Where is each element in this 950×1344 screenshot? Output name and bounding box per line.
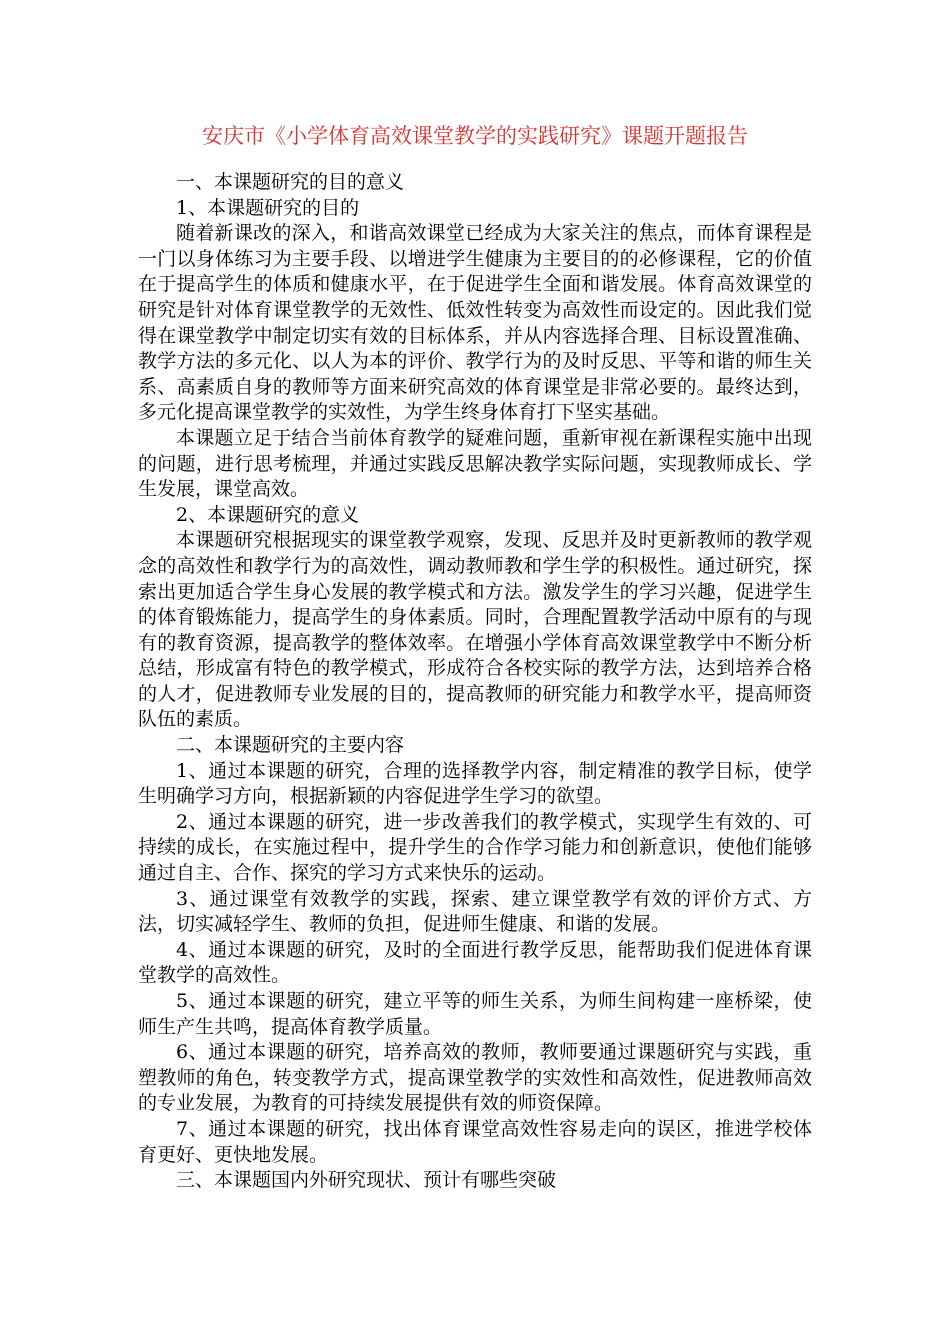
section-2-heading: 二、本课题研究的主要内容	[176, 734, 405, 757]
content-item: 1、通过本课题的研究，合理的选择教学内容，制定精准的教学目标，使学生明确学习方向，根据新颖的内容促进学生学习的欲望。	[138, 759, 812, 808]
paragraph: 本课题研究根据现实的课堂教学观察，发现、反思并及时更新教师的教学观念的高效性和教学行为的高效性，调动教师教和学生学的积极性。通过研究，探索出更加适合学生身心发展的教学模式和方法。激发学生的学习兴趣，促进学生的体育锻炼能力，提高学生的身体素质。同时，合理配置教学活动中原有的与现有的教育资源，提高教学的整体效率。在增强小学体育高效课堂教学中不断分析总结，形成富有特色的教学模式，形成符合各校实际的教学方法，达到培养合格的人才，促进教师专业发展的目的，提高教师的研究能力和教学水平，提高师资队伍的素质。	[138, 529, 812, 731]
content-item: 7、通过本课题的研究，找出体育课堂高效性容易走向的误区，推进学校体育更好、更快地发展。	[138, 1117, 812, 1166]
subsection-1-2-heading: 2、本课题研究的意义	[176, 503, 360, 526]
content-item: 4、通过本课题的研究，及时的全面进行教学反思，能帮助我们促进体育课堂教学的高效性。	[138, 938, 812, 987]
paragraph: 随着新课改的深入，和谐高效课堂已经成为大家关注的焦点，而体育课程是一门以身体练习为主要手段、以增进学生健康为主要目的的必修课程，它的价值在于提高学生的体质和健康水平，在于促进学生全面和谐发展。体育高效课堂的研究是针对体育课堂教学的无效性、低效性转变为高效性而设定的。因此我们觉得在课堂教学中制定切实有效的目标体系，并从内容选择合理、目标设置准确、教学方法的多元化、以人为本的评价、教学行为的及时反思、平等和谐的师生关系、高素质自身的教师等方面来研究高效的体育课堂是非常必要的。最终达到，多元化提高课堂教学的实效性，为学生终身体育打下坚实基础。	[138, 222, 812, 424]
subsection-1-1-heading: 1、本课题研究的目的	[176, 196, 360, 219]
document-body	[138, 170, 812, 1194]
content-item: 5、通过本课题的研究，建立平等的师生关系，为师生间构建一座桥梁，使师生产生共鸣，提高体育教学质量。	[138, 990, 812, 1038]
section-3-heading: 三、本课题国内外研究现状、预计有哪些突破	[176, 1169, 557, 1192]
content-item: 3、通过课堂有效教学的实践，探索、建立课堂教学有效的评价方式、方法，切实减轻学生、教师的负担，促进师生健康、和谐的发展。	[138, 887, 812, 936]
section-1-heading: 一、本课题研究的目的意义	[176, 171, 405, 193]
paragraph: 本课题立足于结合当前体育教学的疑难问题，重新审视在新课程实施中出现的问题，进行思考梳理，并通过实践反思解决教学实际问题，实现教师成长、学生发展，课堂高效。	[138, 426, 812, 501]
content-item: 2、通过本课题的研究，进一步改善我们的教学模式，实现学生有效的、可持续的成长，在实施过程中，提升学生的合作学习能力和创新意识，使他们能够通过自主、合作、探究的学习方式来快乐的运动。	[138, 810, 812, 885]
document-title: 安庆市《小学体育高效课堂教学的实践研究》课题开题报告	[202, 124, 748, 148]
content-item: 6、通过本课题的研究，培养高效的教师，教师要通过课题研究与实践，重塑教师的角色，转变教学方式，提高课堂教学的实效性和高效性，促进教师高效的专业发展，为教育的可持续发展提供有效的师资保障。	[138, 1041, 812, 1115]
